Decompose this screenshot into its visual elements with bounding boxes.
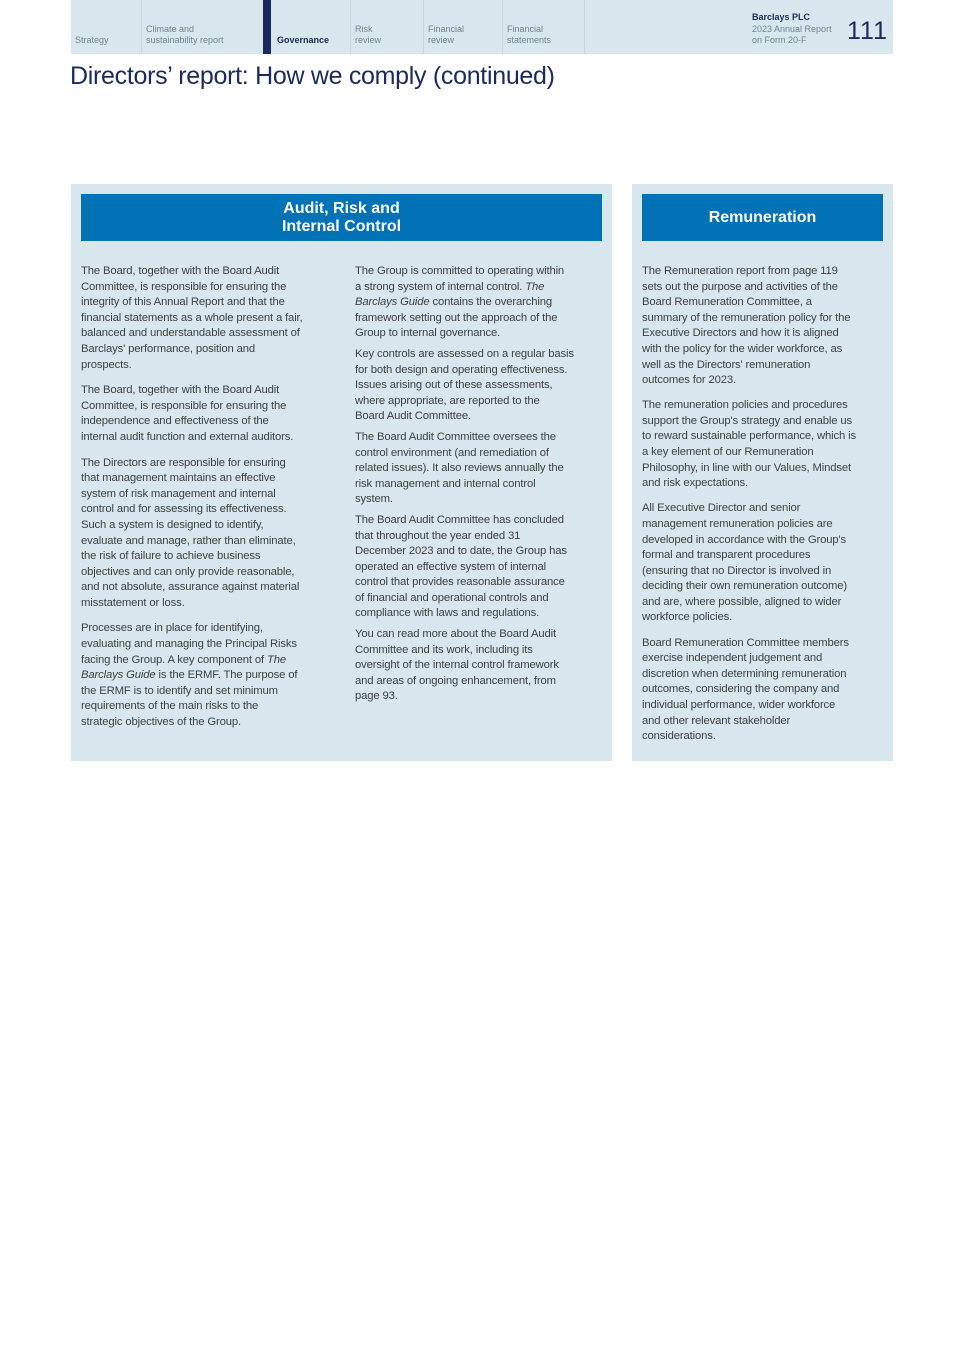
paragraph [81, 456, 303, 612]
text: facing the Group. A key component of [81, 653, 267, 666]
paragraph [355, 513, 574, 622]
paragraph [81, 264, 303, 373]
nav-label: Climate and sustainability report [146, 24, 224, 45]
text-line [355, 280, 574, 296]
audit-panel-header [81, 194, 602, 241]
remuneration-panel-header [642, 194, 883, 241]
text-line: The Board, together with the Board Audit [81, 265, 280, 277]
text-line: summary of the remuneration policy for the [642, 311, 851, 324]
text-line: You can read more about the Board Audit [355, 628, 556, 641]
paragraph [642, 636, 856, 745]
remuneration-column [642, 264, 856, 754]
text-line: The remuneration policies and procedures [642, 399, 848, 412]
text-line: Executive Directors and how it is aligned [642, 327, 839, 340]
paragraph [81, 621, 303, 730]
text-line [355, 295, 574, 311]
text-line: and other relevant stakeholder [642, 714, 791, 727]
text-line: internal audit function and external auditors. [81, 430, 294, 443]
text-line: considerations. [642, 730, 716, 743]
paragraph [642, 501, 856, 626]
text-line: and are, where possible, aligned to wider [642, 595, 842, 608]
nav-tab-risk-review[interactable] [351, 0, 424, 54]
text-line: framework setting out the approach of the [355, 311, 558, 324]
report-info [752, 12, 832, 47]
page-title: Directors’ report: How we comply (continued) [70, 62, 555, 90]
text-line: control that provides reasonable assurance [355, 576, 565, 589]
text-line: system. [355, 493, 393, 506]
text: is the ERMF. The purpose of [155, 669, 298, 682]
text-line: and not absolute, assurance against material [81, 581, 300, 594]
text-line: compliance with laws and regulations. [355, 607, 540, 620]
text-line: The Board, together with the Board Audit [81, 384, 280, 397]
text-line: misstatement or loss. [81, 596, 185, 609]
text-line: Committee, is responsible for ensuring the [81, 280, 287, 293]
nav-tab-climate[interactable] [142, 0, 264, 54]
text-line: December 2023 and to date, the Group has [355, 545, 567, 558]
text-line: the ERMF is to identify and set minimum [81, 684, 278, 697]
nav-label: Risk review [355, 24, 382, 45]
nav-label: Governance [277, 35, 330, 45]
text-line: that management maintains an effective [81, 472, 276, 485]
audit-column-1 [81, 264, 303, 741]
text-line: of financial and operational controls and [355, 591, 549, 604]
audit-risk-panel [71, 184, 612, 761]
text-line: page 93. [355, 690, 398, 703]
nav-tab-financial-review[interactable] [424, 0, 503, 54]
paragraph [642, 398, 856, 492]
text-line: workforce policies. [642, 611, 733, 624]
italic-text: Barclays Guide [81, 669, 156, 682]
text-line: evaluate and manage, rather than eliminate, [81, 534, 296, 547]
nav-label: Financial review [428, 24, 465, 45]
text-line: a key element of our Remuneration [642, 446, 814, 459]
text-line: Committee, is responsible for ensuring the [81, 399, 287, 412]
text-line: The Directors are responsible for ensuring [81, 456, 286, 469]
text-line: (ensuring that no Director is involved in [642, 564, 832, 577]
text-line: Philosophy, in line with our Values, Mindset [642, 461, 851, 474]
text-line: Processes are in place for identifying, [81, 622, 263, 635]
text-line [81, 668, 303, 684]
text-line: and areas of ongoing enhancement, from [355, 674, 556, 687]
text-line: outcomes, considering the company and [642, 683, 840, 696]
italic-text: Barclays Guide [355, 296, 430, 309]
text-line: evaluating and managing the Principal Risks [81, 638, 297, 651]
paragraph [355, 347, 574, 425]
nav-tab-financial-statements[interactable] [503, 0, 585, 54]
text-line: operated an effective system of internal [355, 560, 546, 573]
text-line: integrity of this Annual Report and that the [81, 296, 285, 309]
text-line: oversight of the internal control framework [355, 659, 559, 672]
paragraph [355, 627, 574, 705]
text-line: Such a system is designed to identify, [81, 518, 264, 531]
report-form: on Form 20-F [752, 35, 807, 45]
section-nav [71, 0, 893, 54]
audit-title-line1: Audit, Risk and [283, 199, 400, 217]
text-line: the risk of failure to achieve business [81, 550, 261, 563]
paragraph [642, 264, 856, 389]
italic-text: The [525, 280, 545, 293]
text-line: support the Group's strategy and enable us [642, 414, 853, 427]
nav-label: Financial statements [507, 24, 552, 45]
nav-tab-strategy[interactable] [71, 0, 142, 54]
text-line: Group to internal governance. [355, 327, 501, 340]
text-line: The Board Audit Committee oversees the [355, 430, 556, 443]
paragraph [81, 383, 303, 445]
text-line: management remuneration policies are [642, 517, 833, 530]
text-line: independence and effectiveness of the [81, 415, 269, 428]
text-line: that throughout the year ended 31 [355, 529, 521, 542]
text-line: Board Audit Committee. [355, 410, 472, 423]
text-line: related issues). It also reviews annually the [355, 462, 564, 475]
text-line: exercise independent judgement and [642, 652, 823, 665]
nav-tab-governance[interactable] [263, 0, 351, 54]
text-line: Board Remuneration Committee members [642, 636, 849, 649]
report-name: 2023 Annual Report [752, 23, 832, 34]
remuneration-title: Remuneration [708, 208, 817, 226]
text-line: prospects. [81, 358, 132, 371]
text-line: The Group is committed to operating within [355, 265, 565, 277]
text-line: balanced and understandable assessment of [81, 327, 300, 340]
text-line: sets out the purpose and activities of the [642, 280, 838, 293]
text-line: and risk expectations. [642, 477, 748, 490]
text-line: discretion when determining remuneration [642, 667, 847, 680]
audit-title-line2: Internal Control [281, 217, 402, 235]
text-line: objectives and can only provide reasonable, [81, 565, 295, 578]
text-line: developed in accordance with the Group's [642, 533, 847, 546]
text-line: Issues arising out of these assessments, [355, 379, 553, 392]
text-line: for both design and operating effectiveness. [355, 363, 568, 376]
text-line: to reward sustainable performance, which is [642, 430, 856, 443]
text: contains the overarching [429, 296, 552, 309]
page-number: 111 [847, 17, 889, 45]
text-line: Key controls are assessed on a regular basis [355, 347, 574, 360]
text-line: control and for assessing its effectiveness. [81, 503, 287, 516]
text-line: individual performance, wider workforce [642, 698, 836, 711]
text-line: The Remuneration report from page 119 [642, 265, 838, 277]
text-line: Committee and its work, including its [355, 643, 533, 656]
text: a strong system of internal control. [355, 280, 526, 293]
text-line [81, 653, 303, 669]
text-line: financial statements as a whole present a fair, [81, 311, 303, 324]
text-line: strategic objectives of the Group. [81, 716, 242, 729]
audit-column-2 [355, 264, 574, 710]
text-line: The Board Audit Committee has concluded [355, 513, 564, 526]
text-line: system of risk management and internal [81, 487, 276, 500]
text-line: outcomes for 2023. [642, 374, 737, 387]
italic-text: The [267, 653, 287, 666]
text-line: All Executive Director and senior [642, 502, 801, 515]
text-line: formal and transparent procedures [642, 549, 811, 562]
brand-name: Barclays PLC [752, 12, 811, 22]
text-line: with the policy for the wider workforce, as [642, 342, 843, 355]
text-line: Barclays' performance, position and [81, 342, 255, 355]
text-line: control environment (and remediation of [355, 446, 549, 459]
paragraph [355, 430, 574, 508]
text-line: requirements of the main risks to the [81, 700, 259, 713]
paragraph [355, 264, 574, 342]
text-line: deciding their own remuneration outcome) [642, 580, 847, 593]
remuneration-panel [632, 184, 893, 761]
nav-label: Strategy [75, 35, 109, 45]
text-line: risk management and internal control [355, 477, 536, 490]
text-line: where appropriate, are reported to the [355, 394, 540, 407]
text-line: well as the Directors' remuneration [642, 358, 811, 371]
text-line: Board Remuneration Committee, a [642, 296, 812, 309]
